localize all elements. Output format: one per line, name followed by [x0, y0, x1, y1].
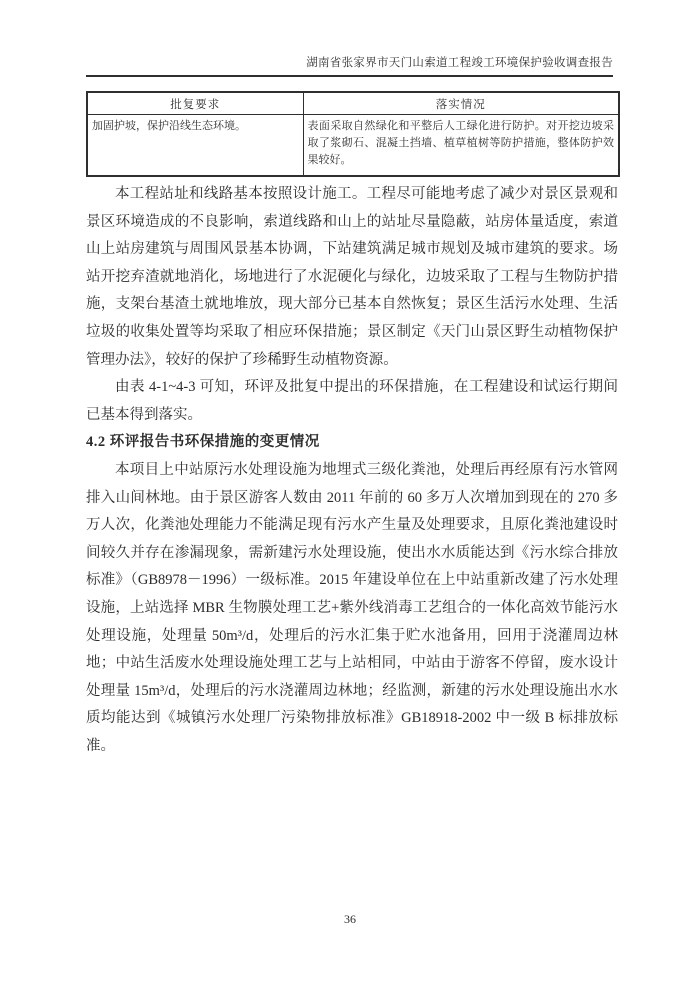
para-sewage-treatment-change: 本项目上中站原污水处理设施为地埋式三级化粪池，处理后再经原有污水管网排入山间林地。由于景区游客人数由 2011 年前的 60 多万人次增加到现在的 270 多万人次，化粪池处理能力不能满足现有污水产生量及处理要求，且原化粪池建设时间较久并存在渗漏现象，需新建污水处理设施，使出水水质能达到《污水综合排放标准》（GB8978－1996）一级标准。2015 年建设单位在上中站重新改建了污水处理设施，上站选择 MBR 生物膜处理工艺+紫外线消毒工艺组合的一体化高效节能污水处理设施，处理量 50m³/d，处理后的污水汇集于贮水池备用，回用于浇灌周边林地；中站生活废水处理设施处理工艺与上站相同，中站由于游客不停留，废水设计处理量 15m³/d，处理后的污水浇灌周边林地；经监测，新建的污水处理设施出水水质均能达到《城镇污水处理厂污染物排放标准》GB18918-2002 中一级 B 标排放标准。: [86, 461, 618, 754]
approval-implementation-table: [86, 91, 620, 177]
page-footer: [0, 912, 700, 927]
cell-implementation: 表面采取自然绿化和平整后人工绿化进行防护。对开挖边坡采取了浆砌石、混凝土挡墙、植草植树等防护措施，整体防护效果较好。: [303, 115, 619, 177]
table-row: [87, 115, 619, 177]
section-heading-4-2: 4.2 环评报告书环保措施的变更情况: [86, 434, 320, 451]
page-header: [86, 54, 613, 77]
page-header-title: 湖南省张家界市天门山索道工程竣工环境保护验收调查报告: [306, 57, 613, 69]
page-number: 36: [344, 912, 356, 926]
para-construction-compliance: 本工程站址和线路基本按照设计施工。工程尽可能地考虑了减少对景区景观和景区环境造成的不良影响，索道线路和山上的站址尽量隐蔽，站房体量适度，索道山上站房建筑与周围风景基本协调，下站建筑满足城市规划及城市建筑的要求。场站开挖弃渣就地消化，场地进行了水泥硬化与绿化，边坡采取了工程与生物防护措施，支架台基渣土就地堆放，现大部分已基本自然恢复；景区生活污水处理、生活垃圾的收集处置等均采取了相应环保措施；景区制定《天门山景区野生动植物保护管理办法》，较好的保护了珍稀野生动植物资源。: [86, 186, 618, 368]
para-measures-implemented: 由表 4-1~4-3 可知，环评及批复中提出的环保措施，在工程建设和试运行期间已基本得到落实。: [86, 379, 618, 423]
column-header-implementation: 落实情况: [303, 92, 619, 115]
table-header-row: [87, 92, 619, 115]
cell-requirement: 加固护坡，保护沿线生态环境。: [87, 115, 303, 177]
document-body: [86, 181, 618, 760]
column-header-requirement: 批复要求: [87, 92, 303, 115]
